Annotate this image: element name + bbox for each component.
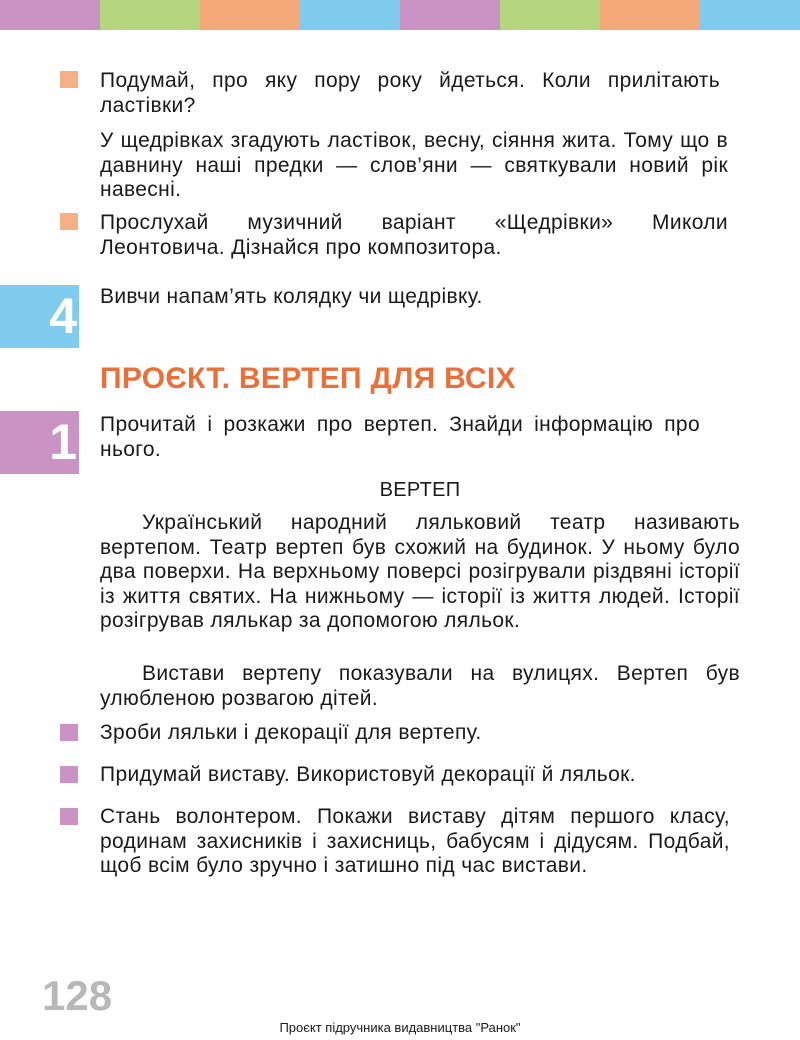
- footer-note: Проєкт підручника видавництва "Ранок": [279, 1020, 521, 1035]
- orange-square-bullet-icon: [60, 213, 78, 230]
- list-item-make-puppets: Зроби ляльки і декорації для вертепу.: [100, 721, 482, 744]
- color-stripe-segment: [100, 0, 200, 30]
- question-season: Подумай, про яку пору року йдеться. Коли прилітають ластівки?: [100, 69, 720, 117]
- task-number-tab-4: 4: [0, 285, 79, 348]
- purple-square-bullet-icon: [60, 724, 78, 741]
- reading-paragraph-1: Український народний ляльковий театр називають вертепом. Театр вертеп був схожий на будинок. У ньому було два поверхи. На верхньому поверсі розігрували різдвяні історії із життя святих. На нижньому — історії із життя людей. Історії розігрував лялькар за допомогою ляльок.: [100, 511, 740, 632]
- color-stripe-segment: [600, 0, 700, 30]
- project-heading: ПРОЄКТ. ВЕРТЕП ДЛЯ ВСІХ: [100, 362, 516, 395]
- reading-paragraph-2: Вистави вертепу показували на вулицях. Вертеп був улюбленою розвагою дітей.: [100, 662, 740, 710]
- question-leontovych: Прослухай музичний варіант «Щедрівки» Миколи Леонтовича. Дізнайся про композитора.: [100, 211, 728, 259]
- answer-swallows: У щедрівках згадують ластівок, весну, сіяння жита. Тому що в давнину наші предки — слов’яни — святкували новий рік навесні.: [100, 129, 728, 201]
- task-4-text: Вивчи напам’ять колядку чи щедрівку.: [100, 285, 483, 308]
- purple-square-bullet-icon: [60, 766, 78, 783]
- color-stripe-segment: [300, 0, 400, 30]
- color-stripe-segment: [700, 0, 800, 30]
- reading-title: ВЕРТЕП: [379, 479, 461, 501]
- color-stripe: [0, 0, 800, 30]
- color-stripe-segment: [200, 0, 300, 30]
- page-number: 128: [42, 972, 113, 1019]
- list-item-volunteer: Стань волонтером. Покажи виставу дітям першого класу, родинам захисників і захисниць, бабусям і дідусям. Подбай, щоб всім було зручно і затишно під час вистави.: [100, 805, 730, 877]
- color-stripe-segment: [400, 0, 500, 30]
- color-stripe-segment: [500, 0, 600, 30]
- task-1-text: Прочитай і розкажи про вертеп. Знайди інформацію про нього.: [100, 413, 700, 461]
- task-number-tab-1: 1: [0, 411, 79, 474]
- list-item-invent-show: Придумай виставу. Використовуй декорації й ляльок.: [100, 763, 636, 786]
- orange-square-bullet-icon: [60, 71, 78, 88]
- purple-square-bullet-icon: [60, 808, 78, 825]
- color-stripe-segment: [0, 0, 100, 30]
